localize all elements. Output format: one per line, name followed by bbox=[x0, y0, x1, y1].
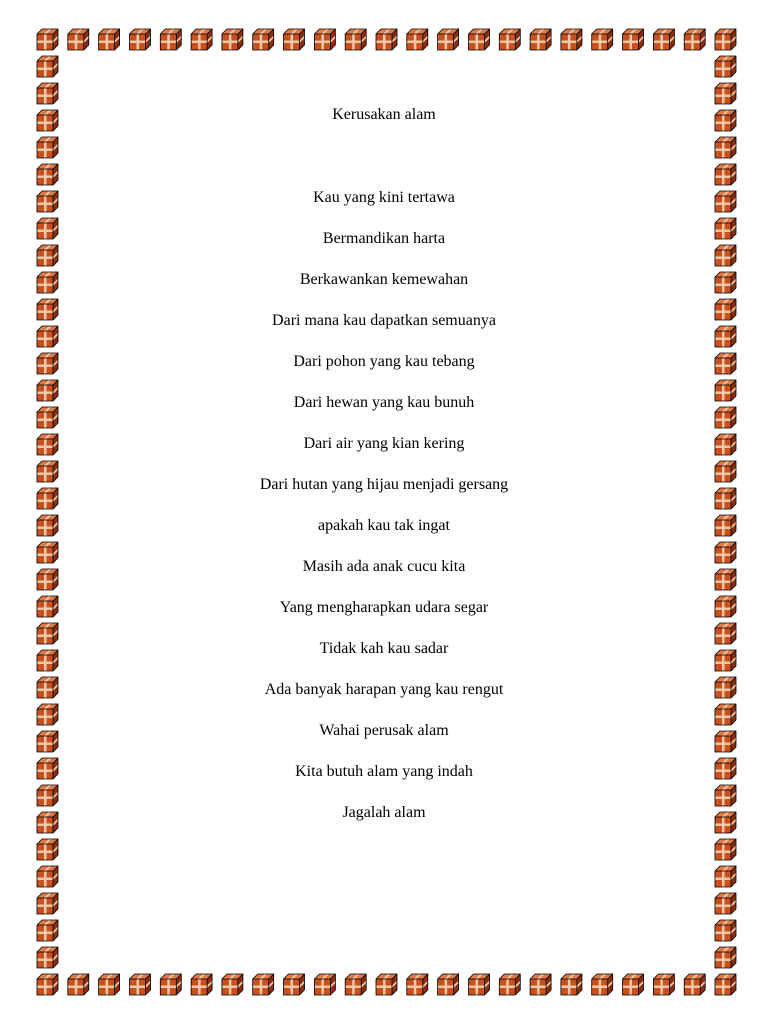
gift-box-icon bbox=[314, 29, 335, 50]
gift-box-icon bbox=[160, 974, 181, 995]
gift-box-icon bbox=[623, 29, 644, 50]
gift-box-icon bbox=[623, 974, 644, 995]
gift-box-icon bbox=[530, 974, 551, 995]
gift-box-icon bbox=[715, 218, 736, 239]
gift-box-icon bbox=[653, 974, 674, 995]
gift-box-icon bbox=[37, 137, 58, 158]
gift-box-icon bbox=[715, 326, 736, 347]
gift-box-icon bbox=[715, 623, 736, 644]
gift-box-icon bbox=[469, 974, 490, 995]
gift-box-icon bbox=[715, 380, 736, 401]
gift-box-icon bbox=[715, 164, 736, 185]
gift-box-icon bbox=[191, 29, 212, 50]
gift-box-icon bbox=[715, 812, 736, 833]
poem-title: Kerusakan alam bbox=[332, 106, 436, 123]
gift-box-icon bbox=[407, 974, 428, 995]
gift-box-icon bbox=[37, 461, 58, 482]
gift-box-icon bbox=[37, 704, 58, 725]
poem-line: Jagalah alam bbox=[342, 804, 426, 821]
gift-box-icon bbox=[653, 29, 674, 50]
gift-box-icon bbox=[407, 29, 428, 50]
gift-box-icon bbox=[37, 542, 58, 563]
gift-box-icon bbox=[37, 299, 58, 320]
gift-box-icon bbox=[561, 29, 582, 50]
gift-box-icon bbox=[715, 650, 736, 671]
gift-box-icon bbox=[715, 299, 736, 320]
gift-box-icon bbox=[715, 947, 736, 968]
gift-box-icon bbox=[37, 758, 58, 779]
gift-box-icon bbox=[592, 29, 613, 50]
gift-box-icon bbox=[715, 245, 736, 266]
gift-box-icon bbox=[715, 434, 736, 455]
gift-box-icon bbox=[715, 839, 736, 860]
gift-box-icon bbox=[37, 56, 58, 77]
gift-box-icon bbox=[37, 326, 58, 347]
gift-box-icon bbox=[715, 272, 736, 293]
gift-box-icon bbox=[376, 29, 397, 50]
poem-line: Bermandikan harta bbox=[322, 230, 446, 247]
gift-box-icon bbox=[284, 29, 305, 50]
poem-line: Yang mengharapkan udara segar bbox=[279, 599, 489, 616]
gift-box-icon bbox=[715, 893, 736, 914]
poem-line: Dari mana kau dapatkan semuanya bbox=[272, 312, 496, 329]
gift-box-icon bbox=[68, 974, 89, 995]
poem-line: Masih ada anak cucu kita bbox=[302, 558, 466, 575]
gift-box-icon bbox=[376, 974, 397, 995]
gift-box-icon bbox=[438, 974, 459, 995]
gift-box-icon bbox=[715, 515, 736, 536]
gift-box-icon bbox=[37, 947, 58, 968]
gift-box-icon bbox=[715, 488, 736, 509]
poem-line: Dari air yang kian kering bbox=[303, 435, 465, 452]
gift-box-icon bbox=[99, 974, 120, 995]
gift-box-icon bbox=[469, 29, 490, 50]
gift-box-icon bbox=[314, 974, 335, 995]
gift-box-icon bbox=[715, 866, 736, 887]
gift-box-icon bbox=[37, 245, 58, 266]
gift-box-icon bbox=[37, 974, 58, 995]
gift-box-icon bbox=[684, 974, 705, 995]
gift-box-icon bbox=[37, 515, 58, 536]
gift-box-icon bbox=[253, 974, 274, 995]
gift-box-icon bbox=[715, 407, 736, 428]
poem-line: Ada banyak harapan yang kau rengut bbox=[264, 681, 504, 698]
gift-box-icon bbox=[37, 569, 58, 590]
gift-box-icon bbox=[715, 677, 736, 698]
gift-box-icon bbox=[222, 29, 243, 50]
gift-box-icon bbox=[715, 974, 736, 995]
gift-box-icon bbox=[715, 920, 736, 941]
gift-box-icon bbox=[284, 974, 305, 995]
gift-box-icon bbox=[37, 380, 58, 401]
gift-box-icon bbox=[715, 137, 736, 158]
gift-box-icon bbox=[37, 83, 58, 104]
gift-box-icon bbox=[37, 623, 58, 644]
gift-box-icon bbox=[715, 461, 736, 482]
gift-box-icon bbox=[37, 650, 58, 671]
gift-box-icon bbox=[37, 866, 58, 887]
gift-box-icon bbox=[715, 758, 736, 779]
poem-line: Dari hutan yang hijau menjadi gersang bbox=[259, 476, 509, 493]
poem-line: Berkawankan kemewahan bbox=[299, 271, 469, 288]
gift-box-icon bbox=[37, 488, 58, 509]
gift-box-icon bbox=[37, 353, 58, 374]
gift-box-icon bbox=[592, 974, 613, 995]
poem-line: Tidak kah kau sadar bbox=[319, 640, 449, 657]
gift-box-icon bbox=[345, 29, 366, 50]
gift-box-icon bbox=[37, 434, 58, 455]
gift-box-icon bbox=[37, 785, 58, 806]
gift-box-icon bbox=[499, 29, 520, 50]
poem-line: Wahai perusak alam bbox=[319, 722, 449, 739]
gift-box-icon bbox=[253, 29, 274, 50]
gift-box-icon bbox=[438, 29, 459, 50]
poem-line: apakah kau tak ingat bbox=[318, 517, 450, 534]
gift-box-icon bbox=[37, 677, 58, 698]
gift-box-icon bbox=[160, 29, 181, 50]
gift-box-icon bbox=[37, 191, 58, 212]
gift-box-icon bbox=[37, 407, 58, 428]
gift-box-icon bbox=[715, 83, 736, 104]
poem-line: Dari pohon yang kau tebang bbox=[293, 353, 475, 370]
gift-box-icon bbox=[499, 974, 520, 995]
gift-box-icon bbox=[37, 812, 58, 833]
poem-line: Kita butuh alam yang indah bbox=[295, 763, 473, 780]
gift-box-icon bbox=[37, 920, 58, 941]
gift-box-icon bbox=[715, 353, 736, 374]
gift-box-icon bbox=[37, 596, 58, 617]
gift-box-icon bbox=[715, 596, 736, 617]
gift-box-icon bbox=[530, 29, 551, 50]
gift-box-icon bbox=[715, 110, 736, 131]
gift-box-icon bbox=[715, 731, 736, 752]
gift-box-icon bbox=[715, 785, 736, 806]
gift-box-icon bbox=[715, 542, 736, 563]
gift-box-icon bbox=[715, 569, 736, 590]
gift-box-icon bbox=[561, 974, 582, 995]
gift-box-icon bbox=[37, 218, 58, 239]
poem-line: Dari hewan yang kau bunuh bbox=[293, 394, 475, 411]
gift-box-icon bbox=[99, 29, 120, 50]
poem-line: Kau yang kini tertawa bbox=[313, 189, 455, 206]
gift-box-icon bbox=[130, 29, 151, 50]
gift-box-icon bbox=[715, 29, 736, 50]
gift-box-icon bbox=[37, 164, 58, 185]
gift-box-icon bbox=[715, 56, 736, 77]
gift-box-icon bbox=[37, 272, 58, 293]
gift-box-icon bbox=[37, 731, 58, 752]
gift-box-icon bbox=[715, 191, 736, 212]
gift-box-icon bbox=[715, 704, 736, 725]
gift-box-icon bbox=[37, 110, 58, 131]
gift-box-icon bbox=[68, 29, 89, 50]
gift-box-icon bbox=[37, 29, 58, 50]
gift-box-icon bbox=[130, 974, 151, 995]
gift-box-icon bbox=[684, 29, 705, 50]
gift-box-icon bbox=[37, 893, 58, 914]
gift-box-icon bbox=[191, 974, 212, 995]
gift-box-icon bbox=[345, 974, 366, 995]
gift-box-icon bbox=[37, 839, 58, 860]
gift-box-icon bbox=[222, 974, 243, 995]
